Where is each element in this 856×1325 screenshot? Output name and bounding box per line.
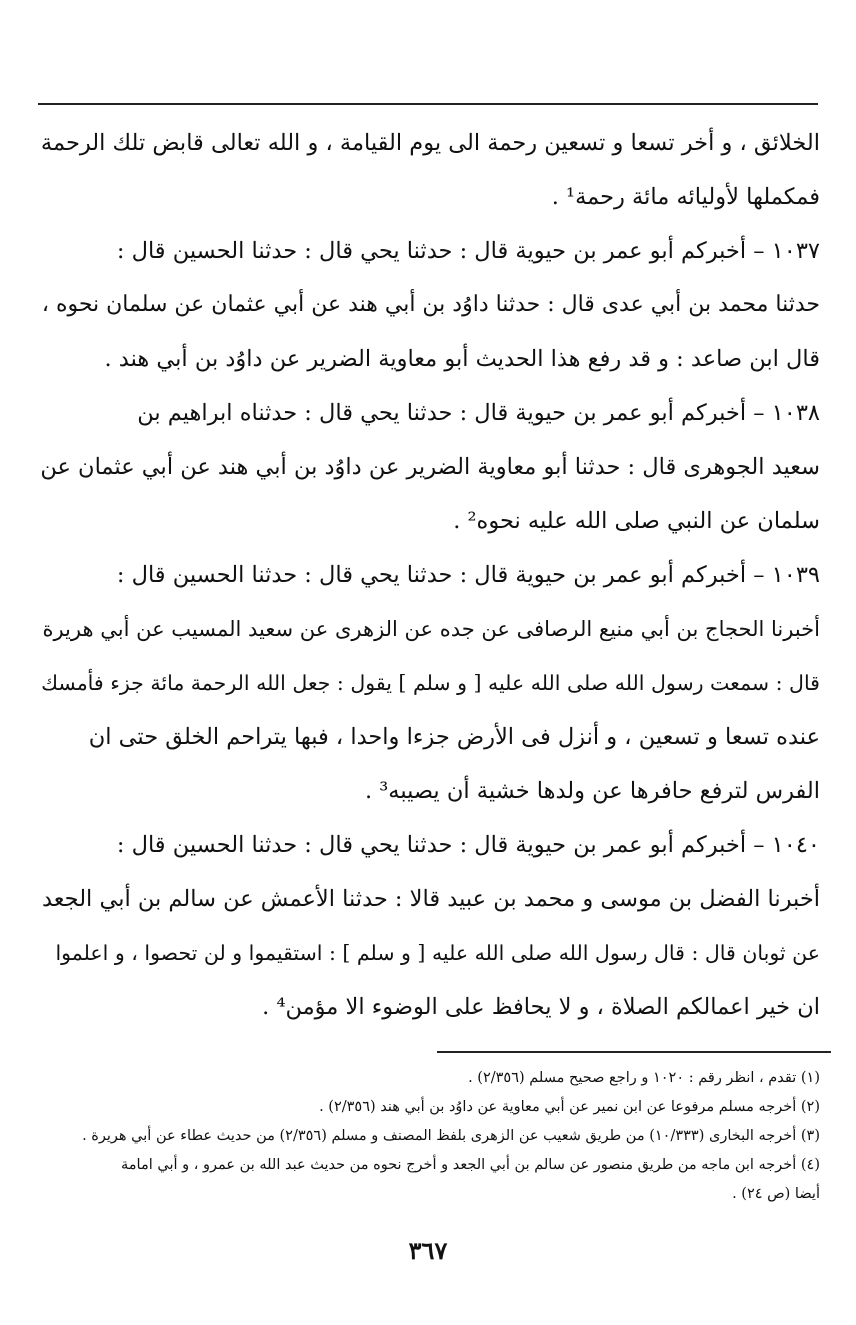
hadith-1037-heading: ١٠٣٧ – أخبركم أبو عمر بن حيوية قال : حدثنا يحي قال : حدثنا الحسين قال :: [116, 238, 820, 264]
footnote-rule: [437, 1051, 831, 1053]
text-line: عنده تسعا و تسعين ، و أنزل فى الأرض جزءا واحدا ، فبها يتراحم الخلق حتى ان: [88, 724, 820, 750]
text-line: فمكملها لأوليائه مائة رحمة¹ .: [551, 184, 820, 210]
footnote-4-continued: أيضا (ص ٢٤) .: [732, 1186, 820, 1202]
text-line: قال ابن صاعد : و قد رفع هذا الحديث أبو معاوية الضرير عن داوُد بن أبي هند .: [104, 346, 820, 372]
footnote-4: (٤) أخرجه ابن ماجه من طريق منصور عن سالم بن أبي الجعد و أخرج نحوه من حديث عبد الله بن عمرو ، و أبي امامة: [121, 1157, 820, 1173]
text-line: سلمان عن النبي صلى الله عليه نحوه² .: [453, 508, 820, 534]
hadith-1040-heading: ١٠٤٠ – أخبركم أبو عمر بن حيوية قال : حدثنا يحي قال : حدثنا الحسين قال :: [116, 832, 820, 858]
footnotes: [38, 1064, 820, 1209]
text-line: قال : سمعت رسول الله صلى الله عليه [ و سلم ] يقول : جعل الله الرحمة مائة جزء فأمسك: [41, 671, 820, 695]
footnote-3: (٣) أخرجه البخارى (١٠/٣٣٣) من طريق شعيب عن الزهرى بلفظ المصنف و مسلم (٢/٣٥٦) من حديث عطاء عن أبي هريرة .: [82, 1128, 820, 1144]
text-line: حدثنا محمد بن أبي عدى قال : حدثنا داوُد بن أبي هند عن أبي عثمان عن سلمان نحوه ،: [41, 292, 820, 317]
text-line: الفرس لترفع حافرها عن ولدها خشية أن يصيبه³ .: [364, 778, 820, 804]
text-line: أخبرنا الفضل بن موسى و محمد بن عبيد قالا : حدثنا الأعمش عن سالم بن أبي الجعد: [42, 886, 820, 912]
footnote-2: (٢) أخرجه مسلم مرفوعا عن ابن نمير عن أبي معاوية عن داوُد بن أبي هند (٢/٣٥٦) .: [319, 1099, 820, 1115]
text-line: سعيد الجوهرى قال : حدثنا أبو معاوية الضرير عن داوُد بن أبي هند عن أبي عثمان عن: [40, 454, 820, 480]
top-rule: [38, 103, 818, 105]
page-number: ٣٦٧: [408, 1236, 448, 1265]
text-line: ان خير اعمالكم الصلاة ، و لا يحافظ على الوضوء الا مؤمن⁴ .: [262, 994, 820, 1020]
main-text: [38, 116, 820, 1034]
hadith-1038-heading: ١٠٣٨ – أخبركم أبو عمر بن حيوية قال : حدثنا يحي قال : حدثناه ابراهيم بن: [137, 400, 820, 426]
hadith-1039-heading: ١٠٣٩ – أخبركم أبو عمر بن حيوية قال : حدثنا يحي قال : حدثنا الحسين قال :: [116, 562, 820, 588]
text-line: أخبرنا الحجاج بن أبي منيع الرصافى عن جده عن الزهرى عن سعيد المسيب عن أبي هريرة: [42, 617, 820, 641]
text-line: الخلائق ، و أخر تسعا و تسعين رحمة الى يوم القيامة ، و الله تعالى قابض تلك الرحمة: [40, 130, 820, 156]
footnote-1: (١) تقدم ، انظر رقم : ١٠٢٠ و راجع صحيح مسلم (٢/٣٥٦) .: [468, 1070, 820, 1086]
text-line: عن ثوبان قال : قال رسول الله صلى الله عليه [ و سلم ] : استقيموا و لن تحصوا ، و اعلموا: [55, 941, 820, 965]
